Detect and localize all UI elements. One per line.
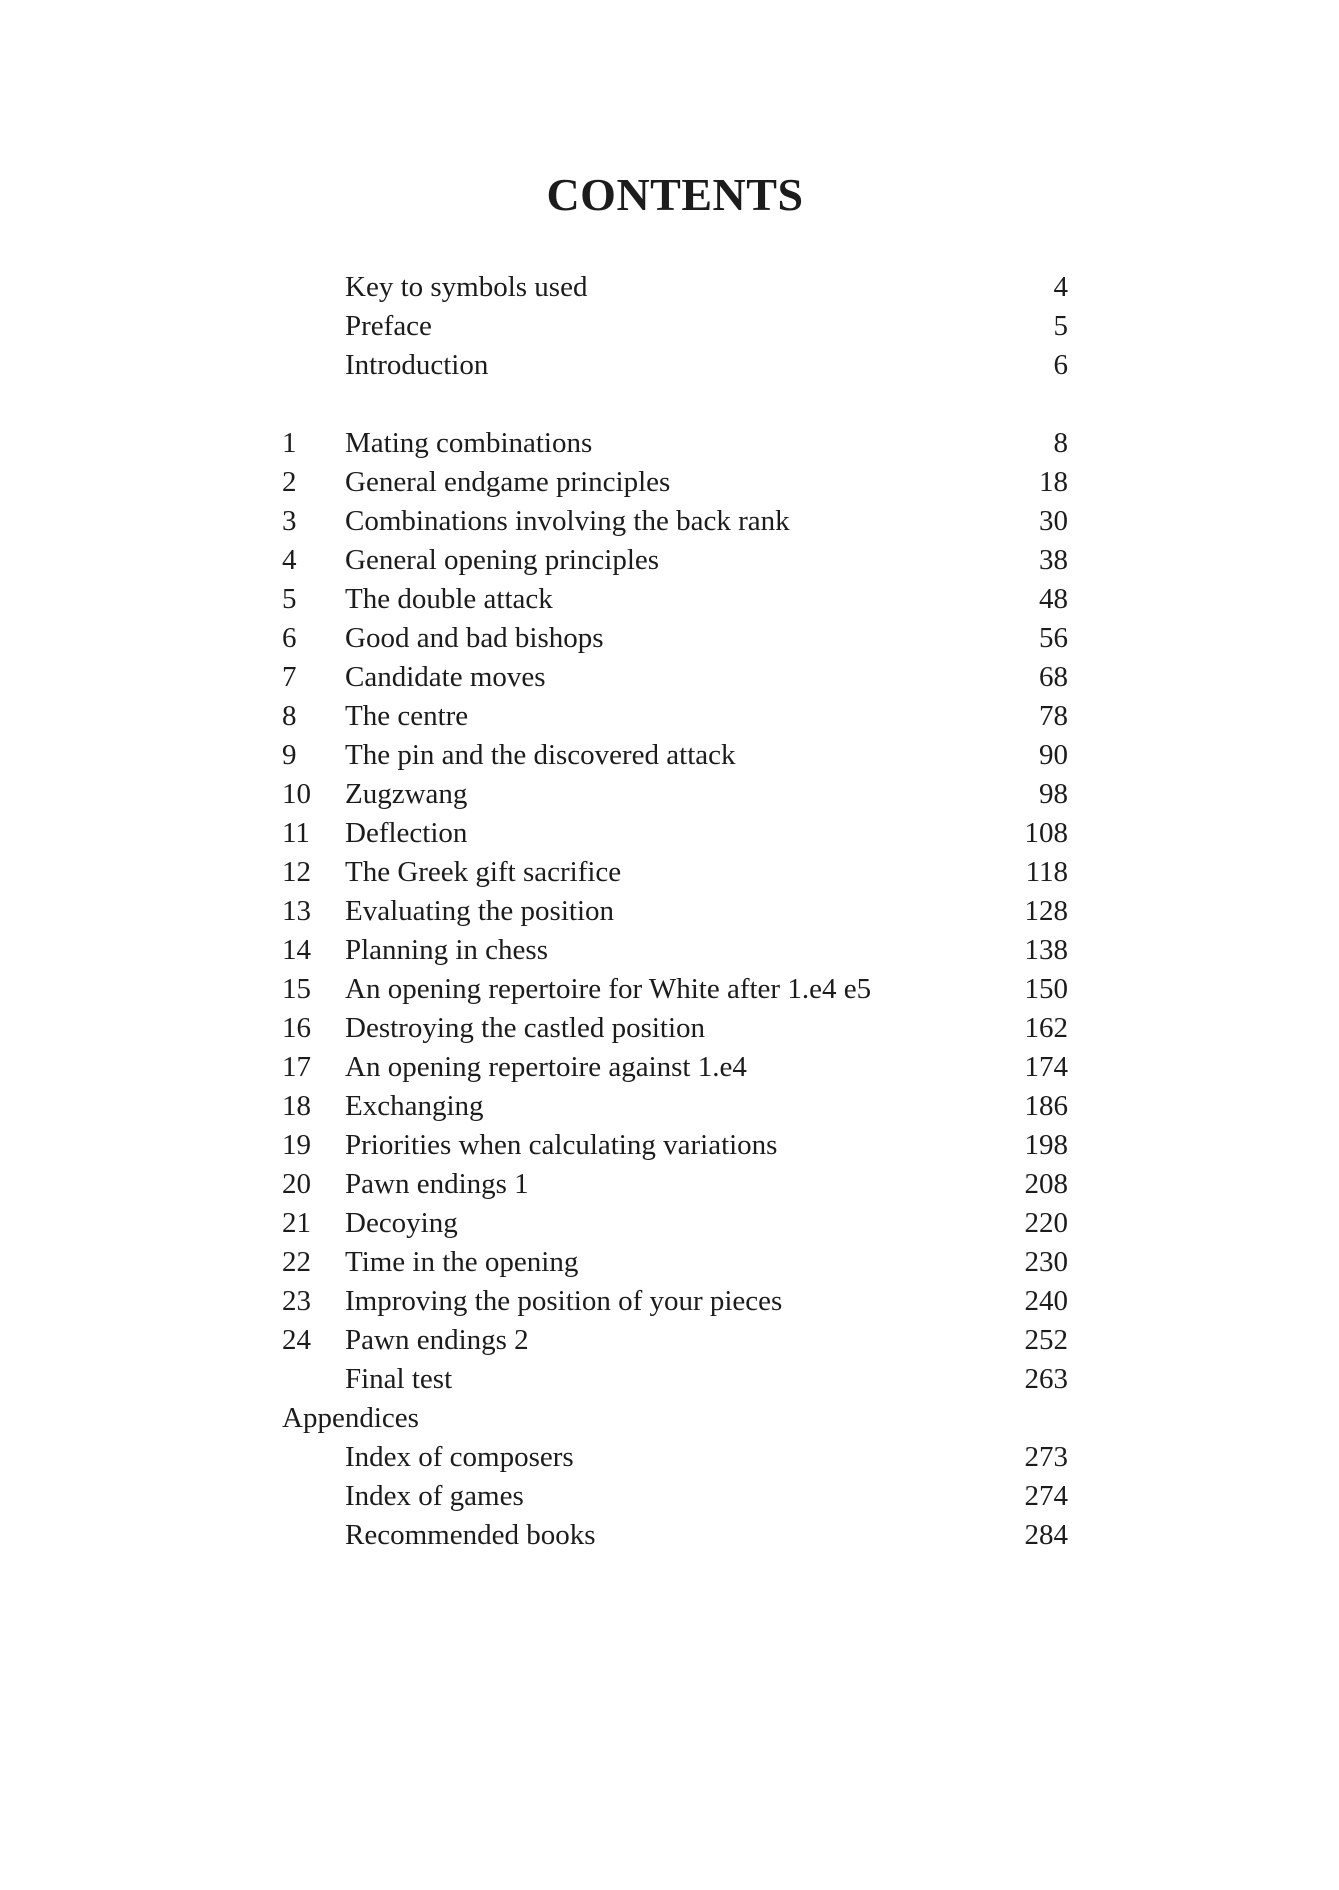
entry-page-number: 198 <box>1024 1129 1068 1161</box>
chapter-number <box>282 1438 345 1477</box>
entry-page-number: 230 <box>1024 1246 1068 1278</box>
chapter-number: 17 <box>282 1051 311 1083</box>
toc-row <box>282 580 1068 619</box>
entry-page-number: 263 <box>1024 1363 1068 1395</box>
chapter-number: 2 <box>282 466 297 498</box>
entry-page-number: 8 <box>1053 427 1068 459</box>
toc-row <box>282 814 1068 853</box>
appendices-heading: Appendices <box>282 1402 419 1434</box>
entry-page-number: 128 <box>1024 895 1068 927</box>
toc-row <box>282 853 1068 892</box>
entry-page-number: 4 <box>1053 271 1068 303</box>
chapter-number: 19 <box>282 1129 311 1161</box>
section-spacer <box>282 385 1068 424</box>
entry-page-number: 186 <box>1024 1090 1068 1122</box>
entry-title: Recommended books <box>345 1519 596 1551</box>
appendices-heading-row <box>282 1399 1068 1438</box>
chapter-number: 11 <box>282 817 310 849</box>
entry-title: Evaluating the position <box>345 895 615 927</box>
entry-page-number: 18 <box>1039 466 1068 498</box>
entry-title: Combinations involving the back rank <box>345 505 790 537</box>
entry-title: The double attack <box>345 583 553 615</box>
entry-page-number: 98 <box>1039 778 1068 810</box>
chapter-number: 4 <box>282 544 297 576</box>
entry-title: The centre <box>345 700 469 732</box>
entry-page-number: 78 <box>1039 700 1068 732</box>
entry-title: Final test <box>345 1363 453 1395</box>
toc-row <box>282 931 1068 970</box>
toc-row <box>282 268 1068 307</box>
toc-row <box>282 1165 1068 1204</box>
entry-page-number: 90 <box>1039 739 1068 771</box>
entry-title: Introduction <box>345 349 489 381</box>
chapter-number: 3 <box>282 505 297 537</box>
chapter-number: 24 <box>282 1324 311 1356</box>
entry-title: Pawn endings 1 <box>345 1168 529 1200</box>
toc-row <box>282 658 1068 697</box>
chapter-number: 15 <box>282 973 311 1005</box>
toc-row <box>282 736 1068 775</box>
toc-row <box>282 502 1068 541</box>
toc-row <box>282 307 1068 346</box>
entry-page-number: 150 <box>1024 973 1068 1005</box>
entry-title: Zugzwang <box>345 778 468 810</box>
entry-page-number: 174 <box>1024 1051 1068 1083</box>
entry-page-number: 5 <box>1053 310 1068 342</box>
entry-page-number: 118 <box>1025 856 1068 888</box>
entry-page-number: 30 <box>1039 505 1068 537</box>
toc-row <box>282 697 1068 736</box>
chapter-number <box>282 307 345 346</box>
entry-title: Index of composers <box>345 1441 574 1473</box>
toc-row <box>282 1321 1068 1360</box>
entry-page-number: 56 <box>1039 622 1068 654</box>
toc-row <box>282 1009 1068 1048</box>
entry-title: Key to symbols used <box>345 271 588 303</box>
chapter-number: 16 <box>282 1012 311 1044</box>
chapter-number <box>282 1516 345 1555</box>
table-of-contents <box>282 268 1068 1555</box>
chapter-number: 12 <box>282 856 311 888</box>
entry-title: Time in the opening <box>345 1246 579 1278</box>
toc-row <box>282 541 1068 580</box>
entry-title: The Greek gift sacrifice <box>345 856 622 888</box>
chapter-number <box>282 1360 345 1399</box>
toc-row <box>282 1477 1068 1516</box>
entry-title: Planning in chess <box>345 934 548 966</box>
appendix-list <box>282 1438 1068 1555</box>
entry-page-number: 252 <box>1024 1324 1068 1356</box>
front-matter-list <box>282 268 1068 385</box>
entry-page-number: 162 <box>1024 1012 1068 1044</box>
chapter-number: 9 <box>282 739 297 771</box>
toc-row <box>282 346 1068 385</box>
chapter-number: 1 <box>282 427 297 459</box>
entry-page-number: 108 <box>1024 817 1068 849</box>
chapter-number <box>282 346 345 385</box>
entry-page-number: 138 <box>1024 934 1068 966</box>
chapter-list <box>282 424 1068 1399</box>
chapter-number: 13 <box>282 895 311 927</box>
toc-row <box>282 463 1068 502</box>
entry-title: An opening repertoire against 1.e4 <box>345 1051 747 1083</box>
entry-title: Improving the position of your pieces <box>345 1285 783 1317</box>
chapter-number: 14 <box>282 934 311 966</box>
entry-title: Exchanging <box>345 1090 484 1122</box>
toc-row <box>282 1048 1068 1087</box>
entry-title: Priorities when calculating variations <box>345 1129 778 1161</box>
entry-title: Deflection <box>345 817 468 849</box>
entry-title: Good and bad bishops <box>345 622 604 654</box>
chapter-number: 6 <box>282 622 297 654</box>
toc-row <box>282 424 1068 463</box>
entry-page-number: 208 <box>1024 1168 1068 1200</box>
chapter-number: 21 <box>282 1207 311 1239</box>
toc-row <box>282 1087 1068 1126</box>
toc-row <box>282 1438 1068 1477</box>
toc-row <box>282 892 1068 931</box>
toc-row <box>282 1282 1068 1321</box>
entry-title: Preface <box>345 310 432 342</box>
entry-title: Pawn endings 2 <box>345 1324 529 1356</box>
entry-title: Index of games <box>345 1480 524 1512</box>
chapter-number: 18 <box>282 1090 311 1122</box>
entry-page-number: 220 <box>1024 1207 1068 1239</box>
entry-page-number: 273 <box>1024 1441 1068 1473</box>
entry-page-number: 68 <box>1039 661 1068 693</box>
entry-title: Mating combinations <box>345 427 593 459</box>
toc-row <box>282 1360 1068 1399</box>
entry-title: Destroying the castled position <box>345 1012 706 1044</box>
toc-row <box>282 1204 1068 1243</box>
toc-row <box>282 970 1068 1009</box>
chapter-number: 20 <box>282 1168 311 1200</box>
entry-page-number: 6 <box>1053 349 1068 381</box>
entry-title: General opening principles <box>345 544 660 576</box>
toc-row <box>282 619 1068 658</box>
chapter-number: 23 <box>282 1285 311 1317</box>
entry-title: General endgame principles <box>345 466 671 498</box>
entry-page-number: 48 <box>1039 583 1068 615</box>
entry-page-number: 274 <box>1024 1480 1068 1512</box>
entry-title: Decoying <box>345 1207 458 1239</box>
chapter-number: 7 <box>282 661 297 693</box>
entry-page-number: 240 <box>1024 1285 1068 1317</box>
entry-page-number: 38 <box>1039 544 1068 576</box>
chapter-number <box>282 1477 345 1516</box>
toc-row <box>282 775 1068 814</box>
chapter-number: 8 <box>282 700 297 732</box>
entry-title: Candidate moves <box>345 661 546 693</box>
toc-row <box>282 1243 1068 1282</box>
chapter-number: 10 <box>282 778 311 810</box>
chapter-number: 22 <box>282 1246 311 1278</box>
entry-title: An opening repertoire for White after 1.e4 e5 <box>345 973 872 1005</box>
toc-row <box>282 1516 1068 1555</box>
entry-title: The pin and the discovered attack <box>345 739 736 771</box>
chapter-number <box>282 268 345 307</box>
chapter-number: 5 <box>282 583 297 615</box>
page-title: CONTENTS <box>546 169 804 220</box>
entry-page-number: 284 <box>1024 1519 1068 1551</box>
toc-row <box>282 1126 1068 1165</box>
